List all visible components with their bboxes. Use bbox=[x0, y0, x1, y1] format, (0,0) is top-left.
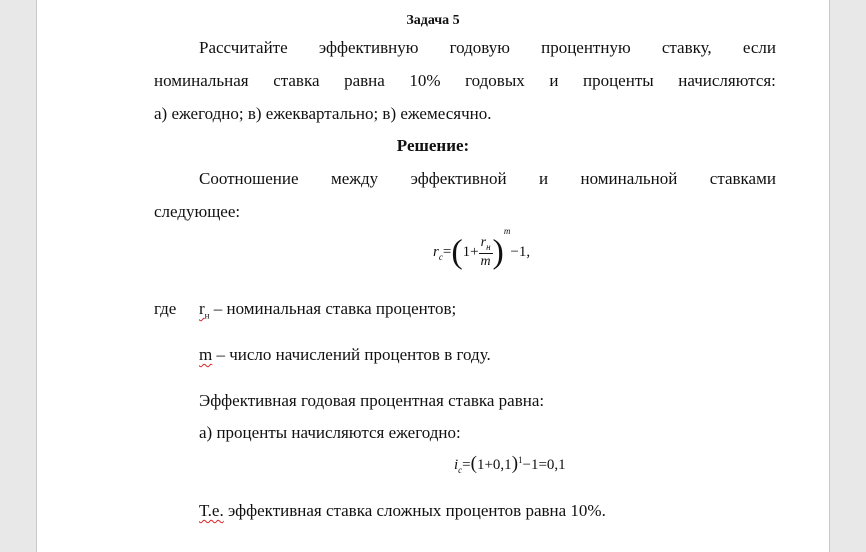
word: номинальная bbox=[154, 71, 249, 90]
word: процентную bbox=[541, 38, 631, 57]
formula-exponent: m bbox=[503, 226, 511, 236]
def2-symbol: m bbox=[199, 345, 213, 364]
word: начисляются: bbox=[678, 71, 776, 90]
conclusion bbox=[199, 501, 606, 521]
word: и bbox=[538, 169, 549, 188]
formula2-eq: = bbox=[462, 457, 471, 473]
where-word: где bbox=[154, 299, 177, 318]
annual-formula: $i_c=(1+0,1)^1-1=0,1$ bbox=[454, 453, 566, 475]
problem-line-2 bbox=[154, 71, 776, 91]
problem-line-3: а) ежегодно; в) ежеквартально; в) ежемесячно. bbox=[154, 104, 492, 123]
word: если bbox=[742, 38, 776, 57]
fraction-numerator: r bbox=[480, 235, 487, 251]
effective-rate-label: Эффективная годовая процентная ставка равна: bbox=[199, 391, 545, 410]
task-title: Задача 5 bbox=[406, 13, 460, 28]
word: годовых bbox=[465, 71, 525, 90]
effective-rate-formula bbox=[433, 226, 530, 270]
word: ставку, bbox=[661, 38, 712, 57]
formula2-rest: −1=0,1 bbox=[522, 457, 566, 473]
solution-heading: Решение: bbox=[396, 136, 470, 155]
fraction-numerator-sub: н bbox=[486, 241, 491, 252]
word: номинальной bbox=[580, 169, 678, 188]
word: 10% bbox=[409, 71, 441, 90]
formula2-base: 1+0,1 bbox=[476, 457, 512, 473]
formula-plus: + bbox=[470, 244, 479, 261]
case-a-label: а) проценты начисляются ежегодно: bbox=[199, 423, 461, 442]
document-page bbox=[36, 0, 830, 552]
formula-fraction bbox=[479, 236, 493, 269]
problem-line-1 bbox=[199, 38, 776, 58]
word: ставками bbox=[709, 169, 776, 188]
word: эффективной bbox=[410, 169, 507, 188]
conclusion-abbr: Т.е. bbox=[199, 501, 224, 520]
formula-lhs: r bbox=[433, 243, 439, 260]
fraction-denominator: m bbox=[480, 253, 491, 269]
word: годовую bbox=[449, 38, 510, 57]
formula-minus-one: −1 bbox=[510, 244, 527, 261]
formula-left-paren: ( bbox=[451, 233, 463, 271]
word: Рассчитайте bbox=[199, 38, 288, 57]
formula2-exp: 1 bbox=[518, 455, 523, 465]
def2-text: – число начислений процентов в году. bbox=[212, 345, 491, 364]
conclusion-text: эффективная ставка сложных процентов равна 10%. bbox=[223, 501, 606, 520]
formula-one: 1 bbox=[462, 244, 471, 261]
formula-eq: = bbox=[442, 244, 452, 261]
word: ставка bbox=[273, 71, 320, 90]
word: равна bbox=[344, 71, 385, 90]
word: между bbox=[330, 169, 379, 188]
formula2-lhs: i bbox=[454, 457, 459, 473]
def1-symbol: $r_н$ bbox=[199, 299, 210, 321]
word: проценты bbox=[582, 71, 654, 90]
formula-comma: , bbox=[526, 244, 531, 261]
formula-lhs-sub: c bbox=[438, 251, 443, 262]
formula-right-paren: ) bbox=[492, 233, 504, 271]
definition-m bbox=[199, 345, 491, 365]
def1-text: – номинальная ставка процентов; bbox=[209, 299, 457, 318]
word: и bbox=[549, 71, 559, 90]
definition-rn bbox=[199, 299, 456, 320]
solution-intro-line bbox=[199, 169, 776, 189]
solution-intro-cont: следующее: bbox=[154, 202, 241, 221]
formula2-lhs-sub: c bbox=[458, 465, 463, 475]
word: эффективную bbox=[318, 38, 419, 57]
word: Соотношение bbox=[199, 169, 299, 188]
